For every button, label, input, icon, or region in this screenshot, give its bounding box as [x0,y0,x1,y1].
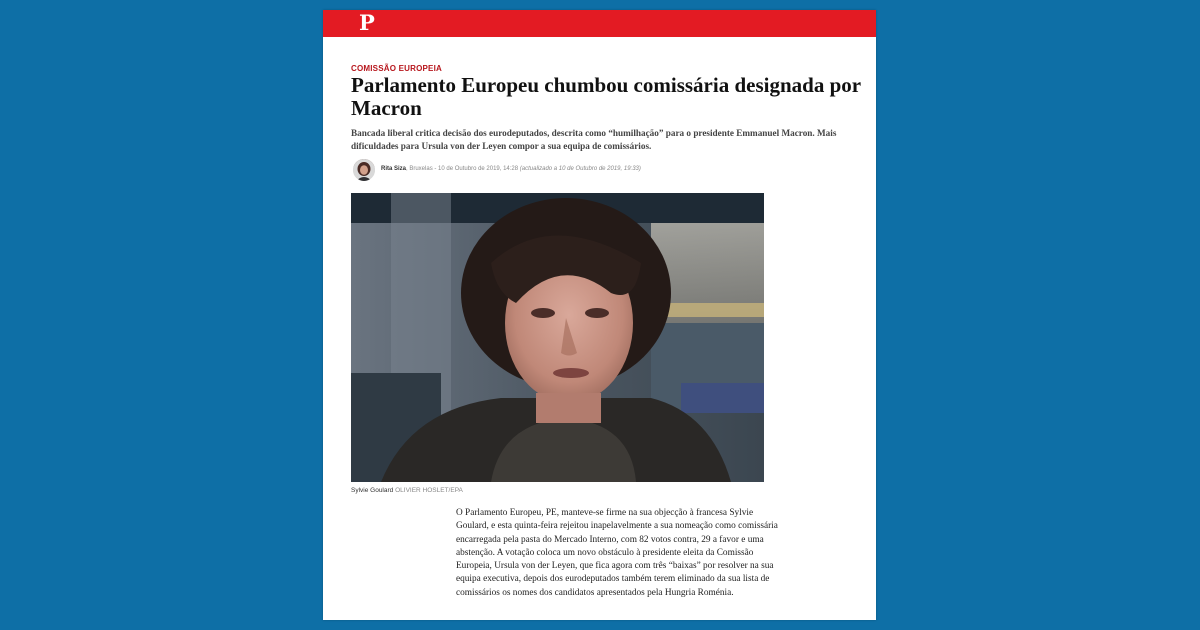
article-title: Parlamento Europeu chumbou comissária designada por Macron [351,73,861,120]
caption-text: Sylvie Goulard [351,487,394,494]
author-name[interactable]: Rita Siza [381,166,407,172]
section-tag[interactable]: COMISSÃO EUROPEIA [351,64,442,73]
byline [351,157,851,185]
publico-logo[interactable]: P [359,10,375,35]
article-photo[interactable] [351,193,764,482]
article-page [323,10,876,620]
author-avatar[interactable] [353,159,375,181]
photo-credit: OLIVIER HOSLET/EPA [395,487,463,494]
photo-caption [351,487,463,494]
update-date: (actualizado a 10 de Outubro de 2019, 19:33) [519,166,641,172]
article-body: O Parlamento Europeu, PE, manteve-se firme na sua objecção à francesa Sylvie Goulard, e esta quinta-feira rejeitou inapelavelmente a sua nomeação como comissária encarregada pela pasta do Mercado Interno, com 82 votos contra, 29 a favor e uma abstenção. A votação coloca um novo obstáculo à presidente eleita da Comissão Europeia, Ursula von der Leyen, que fica agora com três “baixas” por resolver na sua equipa executiva, depois dos eurodeputados também terem eliminado da sua lista de comissários os nomes dos candidatos apresentados pela Hungria Roménia. [456,508,778,598]
byline-text [381,166,641,172]
sylvie-goulard-photo [351,193,764,482]
article-standfirst: Bancada liberal critica decisão dos eurodeputados, descrita como “humilhação” para o presidente Emmanuel Macron. Mais dificuldades para Ursula von der Leyen compor a sua equipa de comissários. [351,128,837,151]
author-avatar-image [353,159,375,181]
publish-date: - 10 de Outubro de 2019, 14:28 [434,166,519,172]
byline-location: , Bruxelas [406,166,433,172]
site-header-bar [323,10,876,37]
